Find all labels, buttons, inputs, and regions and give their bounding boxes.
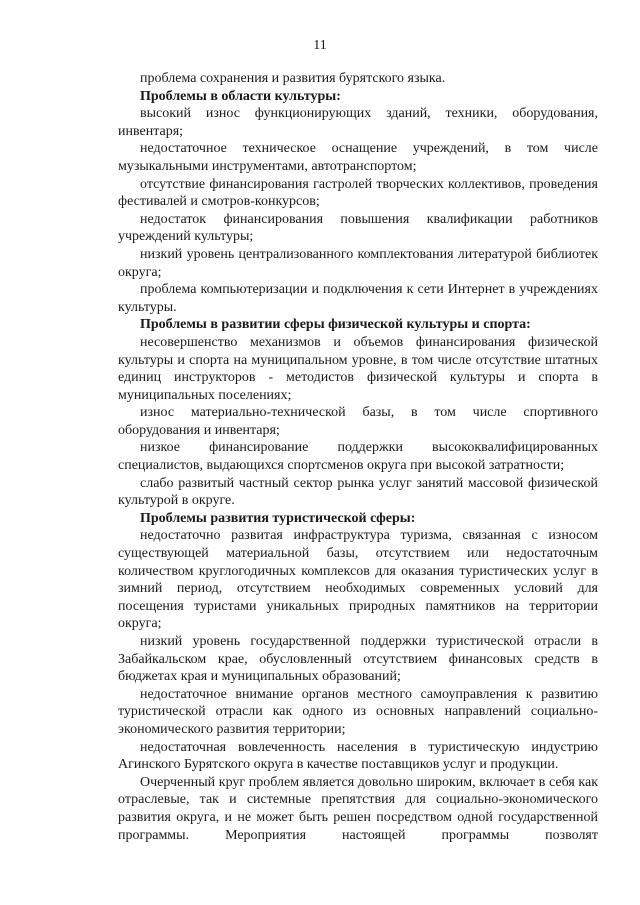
paragraph: недостаточное техническое оснащение учреждений, в том числе музыкальными инструментами, автотранспортом;: [118, 141, 598, 174]
paragraph: недостаточно развитая инфраструктура туризма, связанная с износом существующей материальной базы, отсутствием или недостаточным количеством круглогодичных комплексов для оказания туристических услуг в зимний период, отсутствием необходимых современных условий для посещения туристами уникальных природных памятников на территории округа;: [118, 528, 598, 632]
paragraph: низкий уровень государственной поддержки туристической отрасли в Забайкальском крае, обусловленный отсутствием финансовых средств в бюджетах края и муниципальных образований;: [118, 634, 598, 685]
document-body: [118, 70, 598, 844]
paragraph: проблема сохранения и развития бурятского языка.: [140, 71, 446, 86]
paragraph: износ материально-технической базы, в том числе спортивного оборудования и инвентаря;: [118, 405, 598, 438]
paragraph: отсутствие финансирования гастролей творческих коллективов, проведения фестивалей и смотров-конкурсов;: [118, 176, 598, 210]
paragraph: слабо развитый частный сектор рынка услуг занятий массовой физической культурой в округе.: [118, 475, 598, 509]
paragraph: Очерченный круг проблем является довольно широким, включает в себя как отраслевые, так и системные препятствия для социально-экономического развития округа, и не может быть решен посредством одной государственной программы. Мероприятия настоящей программы позволят: [118, 774, 598, 843]
paragraph: низкое финансирование поддержки высококвалифицированных специалистов, выдающихся спортсменов округа при высокой затратности;: [118, 440, 598, 474]
paragraph: низкий уровень централизованного комплектования литературой библиотек округа;: [118, 246, 598, 280]
paragraph: проблема компьютеризации и подключения к сети Интернет в учреждениях культуры.: [118, 282, 598, 315]
paragraph: недостаточная вовлеченность населения в туристическую индустрию Агинского Бурятского округа в качестве поставщиков услуг и продукции.: [118, 739, 598, 773]
section-heading-tourism: Проблемы развития туристической сферы:: [140, 510, 416, 526]
section-heading-sport: Проблемы в развитии сферы физической культуры и спорта:: [140, 317, 531, 333]
section-heading-culture: Проблемы в области культуры:: [140, 88, 341, 104]
page-number: 11: [313, 38, 327, 53]
paragraph: высокий износ функционирующих зданий, техники, оборудования, инвентаря;: [118, 106, 598, 139]
paragraph: недостаточное внимание органов местного самоуправления к развитию туристической отрасли как одного из основных направлений социально-экономического развития территории;: [118, 686, 598, 737]
paragraph: недостаток финансирования повышения квалификации работников учреждений культуры;: [118, 211, 598, 245]
paragraph: несовершенство механизмов и объемов финансирования физической культуры и спорта на муниципальном уровне, в том числе отсутствие штатных единиц инструкторов - методистов физической культуры и спорта в муниципальных поселениях;: [118, 334, 598, 403]
